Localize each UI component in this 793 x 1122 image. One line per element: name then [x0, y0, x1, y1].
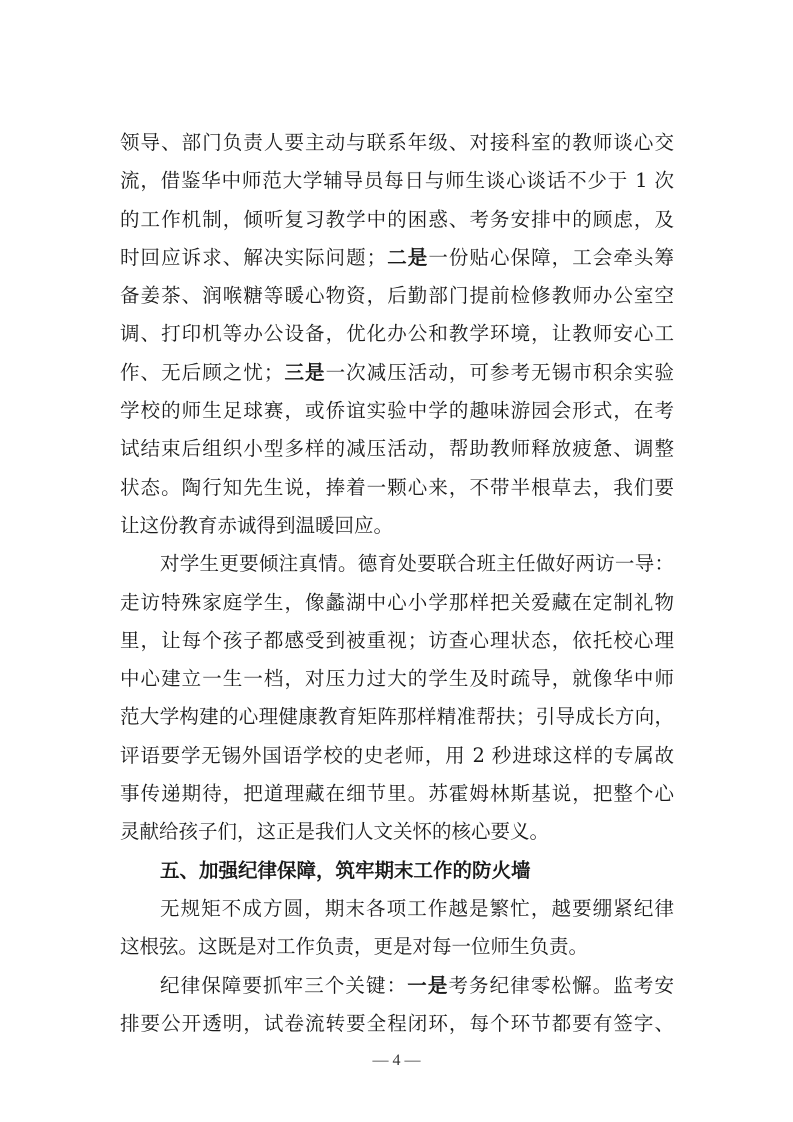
text-line: [120, 698, 674, 736]
text-line: [120, 1005, 674, 1043]
text-line: [120, 430, 674, 468]
text-line: [120, 201, 674, 239]
text-line: [120, 124, 674, 162]
page-number: — 4 —: [372, 1052, 421, 1069]
text-segment: 调、打印机等办公设备，优化办公和教学环境，让教师安心工: [120, 322, 674, 346]
text-line: [120, 928, 674, 966]
text-line: [120, 277, 674, 315]
text-segment: 一次减压活动，可参考无锡市积余实验: [325, 360, 674, 384]
emphasis-text: 二是: [386, 245, 429, 269]
text-line: [120, 507, 674, 545]
text-segment: 试结束后组织小型多样的减压活动，帮助教师释放疲惫、调整: [120, 437, 674, 461]
text-line: [120, 315, 674, 353]
text-line: [120, 737, 674, 775]
text-segment: 走访特殊家庭学生，像蠡湖中心小学那样把关爱藏在定制礼物: [120, 590, 674, 614]
text-segment: 状态。陶行知先生说，捧着一颗心来，不带半根草去，我们要: [120, 475, 674, 499]
text-segment: 考务纪律零松懈。监考安: [448, 973, 674, 997]
text-segment: 领导、部门负责人要主动与联系年级、对接科室的教师谈心交: [120, 131, 674, 154]
text-line: [120, 584, 674, 622]
text-segment: 的工作机制，倾听复习教学中的困惑、考务安排中的顾虑，及: [120, 207, 674, 231]
text-segment: 无规矩不成方圆，期末各项工作越是繁忙，越要绷紧纪律: [160, 896, 674, 920]
text-segment: 事传递期待，把道理藏在细节里。苏霍姆林斯基说，把整个心: [120, 782, 674, 806]
text-segment: 排要公开透明，试卷流转要全程闭环，每个环节都要有签字、: [120, 1011, 674, 1035]
text-segment: 纪律保障要抓牢三个关键：: [160, 973, 408, 997]
text-line: [120, 392, 674, 430]
text-line: [120, 162, 674, 200]
text-segment: 五、加强纪律保障，筑牢期末工作的防火墙: [160, 858, 531, 882]
text-segment: 灵献给孩子们，这正是我们人文关怀的核心要义。: [120, 820, 550, 844]
text-line: [120, 545, 674, 583]
text-segment: 学校的师生足球赛，或侨谊实验中学的趣味游园会形式，在考: [120, 399, 674, 423]
text-segment: 中心建立一生一档，对压力过大的学生及时疏导，就像华中师: [120, 667, 674, 691]
text-segment: 让这份教育赤诚得到温暖回应。: [120, 513, 394, 537]
emphasis-text: 三是: [283, 360, 326, 384]
text-segment: 里，让每个孩子都感受到被重视；访查心理状态，依托校心理: [120, 628, 674, 652]
text-segment: 评语要学无锡外国语学校的史老师，用 2 秒进球这样的专属故: [120, 743, 674, 767]
text-line: [120, 239, 674, 277]
section-heading: [120, 852, 674, 890]
text-segment: 时回应诉求、解决实际问题；: [120, 245, 387, 269]
text-segment: 对学生更要倾注真情。德育处要联合班主任做好两访一导：: [160, 552, 674, 576]
text-line: [120, 469, 674, 507]
text-segment: 一份贴心保障，工会牵头筹: [428, 245, 674, 269]
text-line: [120, 967, 674, 1005]
text-line: [120, 890, 674, 928]
text-segment: 作、无后顾之忧；: [120, 360, 284, 384]
text-segment: 这根弦。这既是对工作负责，更是对每一位师生负责。: [120, 935, 589, 959]
text-segment: 范大学构建的心理健康教育矩阵那样精准帮扶；引导成长方向，: [120, 705, 674, 729]
text-segment: 备姜茶、润喉糖等暖心物资，后勤部门提前检修教师办公室空: [120, 284, 674, 308]
text-line: [120, 813, 674, 851]
text-segment: 流，借鉴华中师范大学辅导员每日与师生谈心谈话不少于 1 次: [120, 169, 674, 193]
text-line: [120, 622, 674, 660]
text-line: [120, 660, 674, 698]
emphasis-text: 一是: [407, 973, 449, 997]
text-line: [120, 775, 674, 813]
text-line: [120, 354, 674, 392]
document-body: [120, 124, 674, 1043]
